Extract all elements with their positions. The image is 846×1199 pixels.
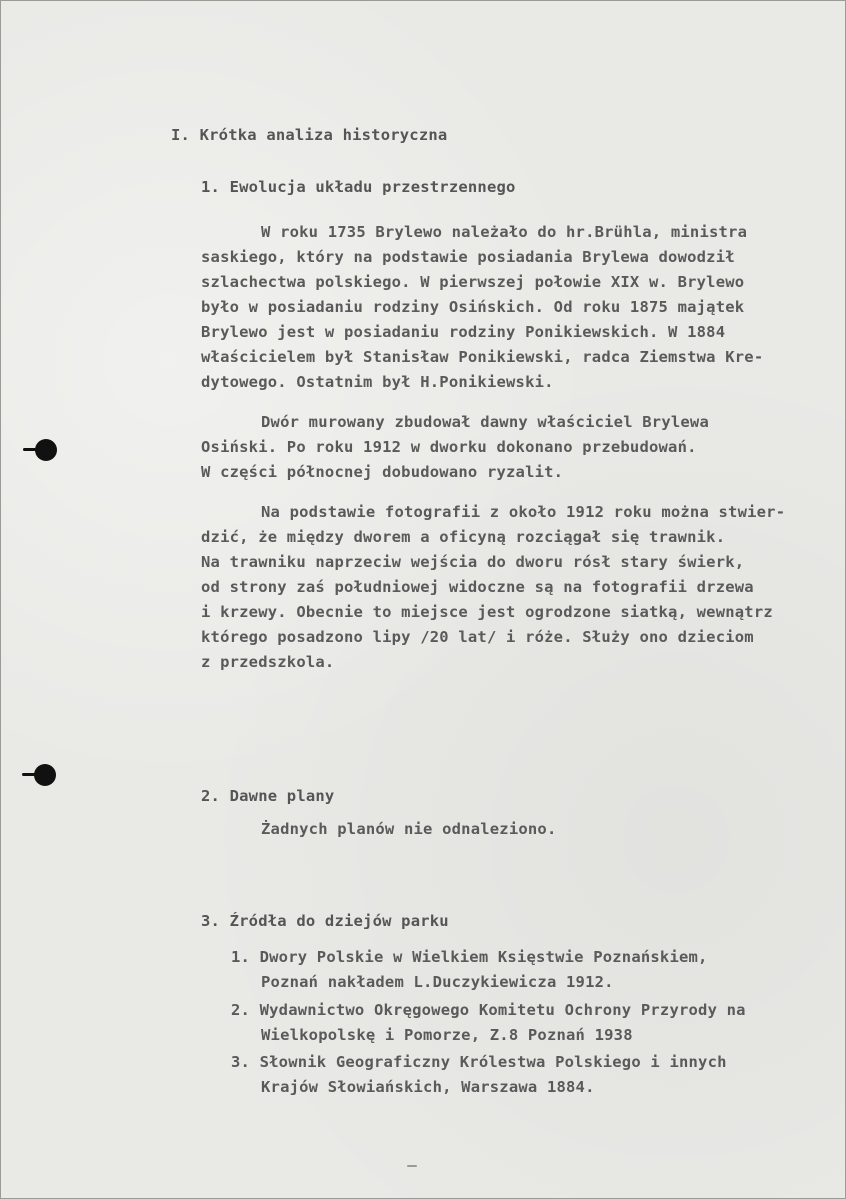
text-line: Dwór murowany zbudował dawny właściciel Brylewa — [261, 413, 709, 431]
text-line: W roku 1735 Brylewo należało do hr.Brühla, ministra — [261, 223, 748, 241]
source-item-3: 3. Słownik Geograficzny Królestwa Polskiego i innych — [231, 1053, 727, 1071]
source-item-1-cont: Poznań nakładem L.Duczykiewicza 1912. — [261, 973, 614, 991]
paper-speck — [407, 1165, 417, 1167]
subsection-2-heading: 2. Dawne plany — [201, 787, 335, 805]
text-line: którego posadzono lipy /20 lat/ i róże. Służy ono dzieciom — [201, 628, 754, 646]
text-line: Brylewo jest w posiadaniu rodziny Ponikiewskich. W 1884 — [201, 323, 726, 341]
text-line: od strony zaś południowej widoczne są na fotografii drzewa — [201, 578, 754, 596]
subsection-3-heading: 3. Źródła do dziejów parku — [201, 912, 449, 930]
no-plans-text: Żadnych planów nie odnaleziono. — [261, 820, 557, 838]
text-line: dytowego. Ostatnim był H.Ponikiewski. — [201, 373, 554, 391]
text-line: i krzewy. Obecnie to miejsce jest ogrodzone siatką, wewnątrz — [201, 603, 773, 621]
text-line: z przedszkola. — [201, 653, 335, 671]
punch-hole-upper — [35, 439, 57, 461]
text-line: Na trawniku naprzeciw wejścia do dworu rósł stary świerk, — [201, 553, 745, 571]
punch-hole-lower — [34, 764, 56, 786]
text-line: szlachectwa polskiego. W pierwszej połowie XIX w. Brylewo — [201, 273, 745, 291]
text-line: właścicielem był Stanisław Ponikiewski, radca Ziemstwa Kre- — [201, 348, 764, 366]
text-line: Na podstawie fotografii z około 1912 roku można stwier- — [261, 503, 786, 521]
source-item-2: 2. Wydawnictwo Okręgowego Komitetu Ochrony Przyrody na — [231, 1001, 746, 1019]
text-line: saskiego, który na podstawie posiadania Brylewa dowodził — [201, 248, 735, 266]
subsection-1-heading: 1. Ewolucja układu przestrzennego — [201, 178, 516, 196]
text-line: dzić, że między dworem a oficyną rozciągał się trawnik. — [201, 528, 726, 546]
text-line: było w posiadaniu rodziny Osińskich. Od roku 1875 majątek — [201, 298, 745, 316]
text-line: Osiński. Po roku 1912 w dworku dokonano przebudowań. — [201, 438, 697, 456]
source-item-1: 1. Dwory Polskie w Wielkiem Księstwie Poznańskiem, — [231, 948, 708, 966]
text-line: W części północnej dobudowano ryzalit. — [201, 463, 564, 481]
source-item-2-cont: Wielkopolskę i Pomorze, Z.8 Poznań 1938 — [261, 1026, 633, 1044]
source-item-3-cont: Krajów Słowiańskich, Warszawa 1884. — [261, 1078, 595, 1096]
section-title: I. Krótka analiza historyczna — [171, 126, 448, 144]
